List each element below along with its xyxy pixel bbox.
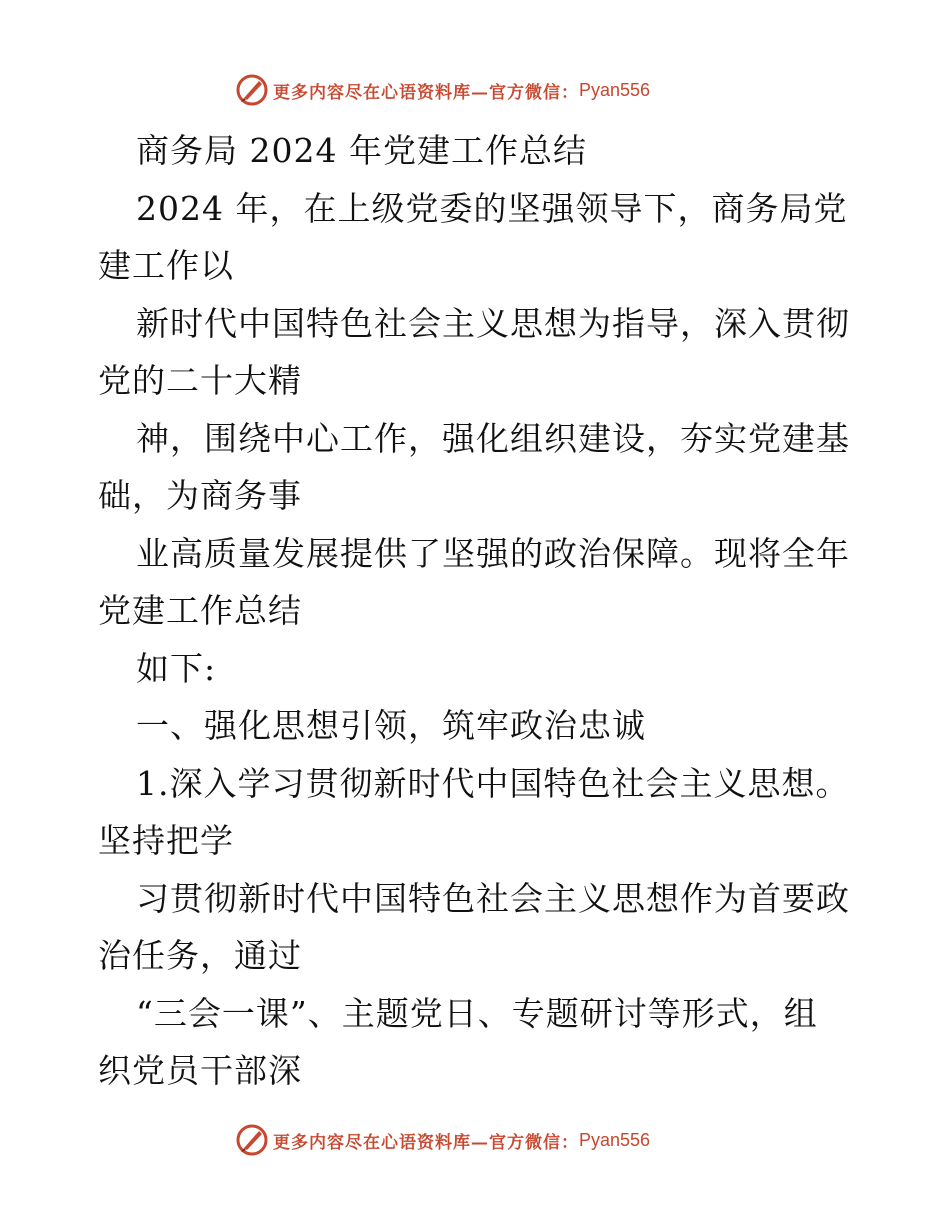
document-body bbox=[98, 122, 858, 1100]
watermark-text: 更多内容尽在心语资料库—官方微信： bbox=[273, 1132, 579, 1153]
watermark-handle: Pyan556 bbox=[579, 79, 651, 100]
text-line: 一、强化思想引领，筑牢政治忠诚 bbox=[136, 706, 646, 745]
text-line: 治任务，通过 bbox=[98, 936, 302, 975]
text-line: 习贯彻新时代中国特色社会主义思想作为首要政 bbox=[136, 878, 850, 918]
watermark-handle: Pyan556 bbox=[579, 1129, 651, 1150]
quill-pen-logo-icon bbox=[235, 1123, 269, 1157]
text-line: 业高质量发展提供了坚强的政治保障。现将全年 bbox=[136, 533, 850, 573]
text-line: 础，为商务事 bbox=[98, 476, 302, 515]
text-line: 织党员干部深 bbox=[98, 1051, 302, 1090]
text-line: 2024 年，在上级党委的坚强领导下，商务局党 bbox=[136, 188, 848, 228]
text-line: 坚持把学 bbox=[98, 821, 234, 860]
text-line: “三会一课”、主题党日、专题研讨等形式，组 bbox=[136, 993, 818, 1033]
footer-watermark bbox=[235, 1122, 715, 1158]
text-line: 神，围绕中心工作，强化组织建设，夯实党建基 bbox=[136, 418, 850, 458]
text-line: 1.深入学习贯彻新时代中国特色社会主义思想。 bbox=[136, 763, 850, 803]
text-line: 党建工作总结 bbox=[98, 591, 302, 630]
text-line: 商务局 2024 年党建工作总结 bbox=[136, 131, 587, 170]
text-line: 党的二十大精 bbox=[98, 361, 302, 400]
quill-pen-logo-icon bbox=[235, 73, 269, 107]
header-watermark bbox=[235, 72, 715, 108]
text-line: 如下: bbox=[136, 648, 217, 688]
text-line: 新时代中国特色社会主义思想为指导，深入贯彻 bbox=[136, 303, 850, 343]
watermark-text: 更多内容尽在心语资料库—官方微信： bbox=[273, 82, 579, 103]
text-line: 建工作以 bbox=[98, 246, 234, 285]
